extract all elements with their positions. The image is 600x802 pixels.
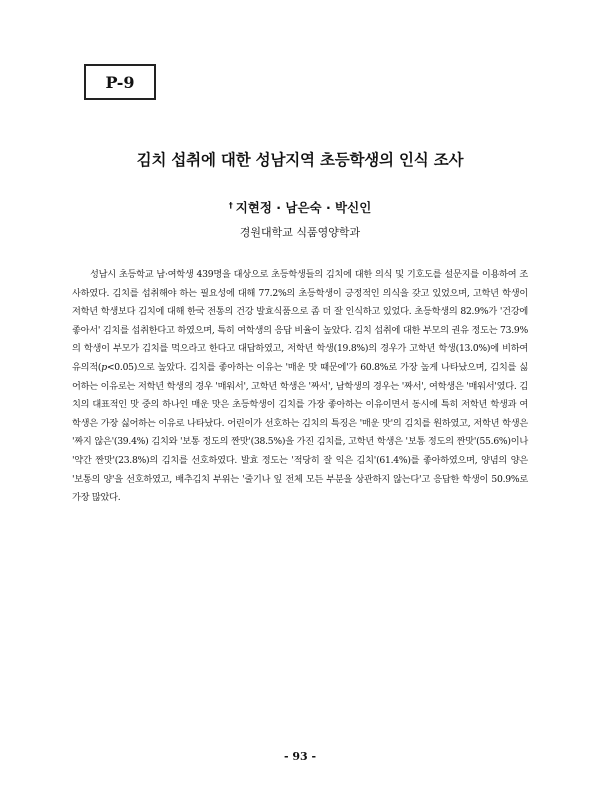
- author-names: 지현정 · 남은숙 · 박신인: [235, 200, 372, 215]
- poster-number-label: P-9: [84, 64, 156, 100]
- author-line: [0, 198, 600, 216]
- affiliation: 경원대학교 식품영양학과: [239, 226, 361, 239]
- page-number: - 93 -: [283, 750, 317, 763]
- p-value-symbol: p: [101, 361, 107, 373]
- abstract-body: [72, 266, 528, 508]
- abstract-text-part1: 성남시 초등학교 남·여학생 439명을 대상으로 초등학생들의 김치에 대한 의식 및 기호도를 설문지를 이용하여 조사하였다. 김치를 섭취해야 하는 필요성에 대해 77.2%의 초등학생이 긍정적인 의식을 갖고 있었으며, 고학년 학생이 저학년 학생보다 김치에 대해 한국 전통의 건강 발효식품으로 좀 더 잘 인식하고 있었다. 초등학생의 82.9%가 '건강에 좋아서' 김치를 섭취한다고 하였으며, 특히 여학생의 응답 비율이 높았다. 김치 섭취에 대한 부모의 권유 정도는 73.9%의 학생이 부모가 김치를 먹으라고 한다고 대답하였고, 저학년 학생(19.8%)의 경우가 고학년 학생(13.0%)에 비하여 유의적(: [72, 269, 528, 373]
- abstract-text-part2: <0.05)으로 높았다. 김치를 좋아하는 이유는 '매운 맛 때문에'가 60.8%로 가장 높게 나타났으며, 김치를 싫어하는 이유로는 저학년 학생의 경우 '매워서', 고학년 학생은 '짜서', 남학생의 경우는 '짜서', 여학생은 '매워서'였다. 김치의 대표적인 맛 중의 하나인 매운 맛은 초등학생이 김치를 가장 좋아하는 이유이면서 동시에 특히 저학년 학생과 여학생은 가장 싫어하는 이유로 나타났다. 어린이가 선호하는 김치의 특징은 '매운 맛'의 김치를 원하였고, 저학년 학생은 '짜지 않은'(39.4%) 김치와 '보통 정도의 짠맛'(38.5%)을 가진 김치를, 고학년 학생은 '보통 정도의 짠맛'(55.6%)이나 '약간 짠맛'(23.8%)의 김치를 선호하였다. 발효 정도는 '적당히 잘 익은 김치'(61.4%)를 좋아하였으며, 양념의 양은 '보통의 양'을 선호하였고, 배추김치 부위는 '줄기나 잎 전체 모든 부분을 상관하지 않는다'고 응답한 학생이 50.9%로 가장 많았다.: [72, 361, 528, 504]
- paper-title: 김치 섭취에 대한 성남지역 초등학생의 인식 조사: [136, 151, 464, 169]
- corresponding-author-marker: †: [228, 201, 233, 210]
